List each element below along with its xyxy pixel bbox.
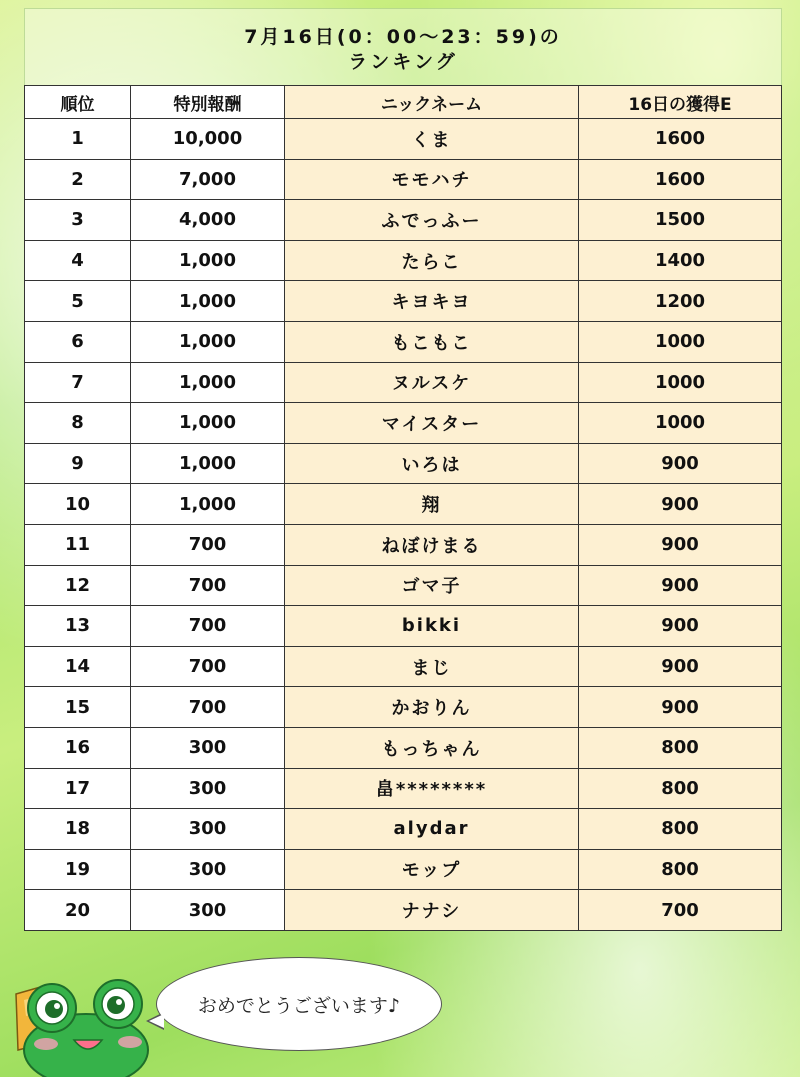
table-row [25, 443, 782, 484]
header-rank: 順位 [25, 86, 131, 119]
reward-cell: 700 [131, 606, 285, 647]
table-row [25, 524, 782, 565]
points-cell: 900 [579, 646, 782, 687]
points-cell: 1000 [579, 362, 782, 403]
table-row [25, 484, 782, 525]
points-cell: 1000 [579, 403, 782, 444]
points-cell: 900 [579, 687, 782, 728]
points-cell: 700 [579, 890, 782, 931]
rank-cell: 2 [25, 159, 131, 200]
nickname-cell: モモハチ [285, 159, 579, 200]
speech-bubble-tail-fill [149, 1014, 164, 1028]
header-reward: 特別報酬 [131, 86, 285, 119]
points-cell: 800 [579, 768, 782, 809]
nickname-cell: 翔 [285, 484, 579, 525]
rank-cell: 8 [25, 403, 131, 444]
nickname-cell: たらこ [285, 240, 579, 281]
nickname-cell: もっちゃん [285, 727, 579, 768]
points-cell: 900 [579, 606, 782, 647]
table-row [25, 606, 782, 647]
rank-cell: 20 [25, 890, 131, 931]
congratulations-text: おめでとうございます♪ [197, 994, 401, 1017]
points-cell: 800 [579, 727, 782, 768]
rank-cell: 1 [25, 119, 131, 160]
table-row [25, 768, 782, 809]
nickname-cell: 畠******** [285, 768, 579, 809]
table-row [25, 646, 782, 687]
points-cell: 1200 [579, 281, 782, 322]
table-row [25, 362, 782, 403]
table-header-row [25, 86, 782, 119]
reward-cell: 700 [131, 687, 285, 728]
nickname-cell: ヌルスケ [285, 362, 579, 403]
header-nickname: ニックネーム [285, 86, 579, 119]
title-ranking: ランキング [348, 51, 458, 73]
reward-cell: 1,000 [131, 362, 285, 403]
points-cell: 800 [579, 849, 782, 890]
rank-cell: 16 [25, 727, 131, 768]
reward-cell: 1,000 [131, 443, 285, 484]
table-row [25, 403, 782, 444]
ranking-table [24, 85, 782, 931]
rank-cell: 13 [25, 606, 131, 647]
table-row [25, 240, 782, 281]
frog-mascot-icon [6, 972, 156, 1077]
nickname-cell: キヨキヨ [285, 281, 579, 322]
nickname-cell: alydar [285, 809, 579, 850]
nickname-cell: ナナシ [285, 890, 579, 931]
table-row [25, 809, 782, 850]
rank-cell: 19 [25, 849, 131, 890]
rank-cell: 7 [25, 362, 131, 403]
table-row [25, 687, 782, 728]
table-row [25, 565, 782, 606]
rank-cell: 6 [25, 321, 131, 362]
table-row [25, 890, 782, 931]
reward-cell: 300 [131, 727, 285, 768]
rank-cell: 11 [25, 524, 131, 565]
points-cell: 900 [579, 524, 782, 565]
table-row [25, 849, 782, 890]
reward-cell: 4,000 [131, 200, 285, 241]
reward-cell: 1,000 [131, 321, 285, 362]
title-banner [24, 8, 782, 87]
rank-cell: 5 [25, 281, 131, 322]
rank-cell: 12 [25, 565, 131, 606]
table-row [25, 727, 782, 768]
header-points: 16日の獲得E [579, 86, 782, 119]
reward-cell: 300 [131, 849, 285, 890]
nickname-cell: まじ [285, 646, 579, 687]
points-cell: 900 [579, 565, 782, 606]
reward-cell: 7,000 [131, 159, 285, 200]
reward-cell: 1,000 [131, 281, 285, 322]
table-row [25, 119, 782, 160]
speech-bubble [156, 957, 442, 1051]
points-cell: 1600 [579, 159, 782, 200]
nickname-cell: かおりん [285, 687, 579, 728]
points-cell: 900 [579, 443, 782, 484]
reward-cell: 300 [131, 768, 285, 809]
nickname-cell: ねぼけまる [285, 524, 579, 565]
reward-cell: 700 [131, 565, 285, 606]
table-row [25, 281, 782, 322]
reward-cell: 300 [131, 890, 285, 931]
points-cell: 1500 [579, 200, 782, 241]
points-cell: 800 [579, 809, 782, 850]
reward-cell: 1,000 [131, 240, 285, 281]
rank-cell: 17 [25, 768, 131, 809]
table-row [25, 159, 782, 200]
nickname-cell: ゴマ子 [285, 565, 579, 606]
title-date-range: 7月16日(0：00～23：59)の [244, 26, 562, 48]
points-cell: 1600 [579, 119, 782, 160]
rank-cell: 10 [25, 484, 131, 525]
nickname-cell: bikki [285, 606, 579, 647]
points-cell: 900 [579, 484, 782, 525]
table-row [25, 200, 782, 241]
ranking-table-body [25, 119, 782, 931]
nickname-cell: いろは [285, 443, 579, 484]
rank-cell: 14 [25, 646, 131, 687]
nickname-cell: もこもこ [285, 321, 579, 362]
reward-cell: 700 [131, 646, 285, 687]
nickname-cell: マイスター [285, 403, 579, 444]
rank-cell: 3 [25, 200, 131, 241]
points-cell: 1000 [579, 321, 782, 362]
rank-cell: 9 [25, 443, 131, 484]
points-cell: 1400 [579, 240, 782, 281]
reward-cell: 1,000 [131, 484, 285, 525]
reward-cell: 700 [131, 524, 285, 565]
rank-cell: 15 [25, 687, 131, 728]
reward-cell: 10,000 [131, 119, 285, 160]
rank-cell: 4 [25, 240, 131, 281]
rank-cell: 18 [25, 809, 131, 850]
nickname-cell: ふでっふー [285, 200, 579, 241]
nickname-cell: モップ [285, 849, 579, 890]
nickname-cell: くま [285, 119, 579, 160]
table-row [25, 321, 782, 362]
reward-cell: 300 [131, 809, 285, 850]
reward-cell: 1,000 [131, 403, 285, 444]
